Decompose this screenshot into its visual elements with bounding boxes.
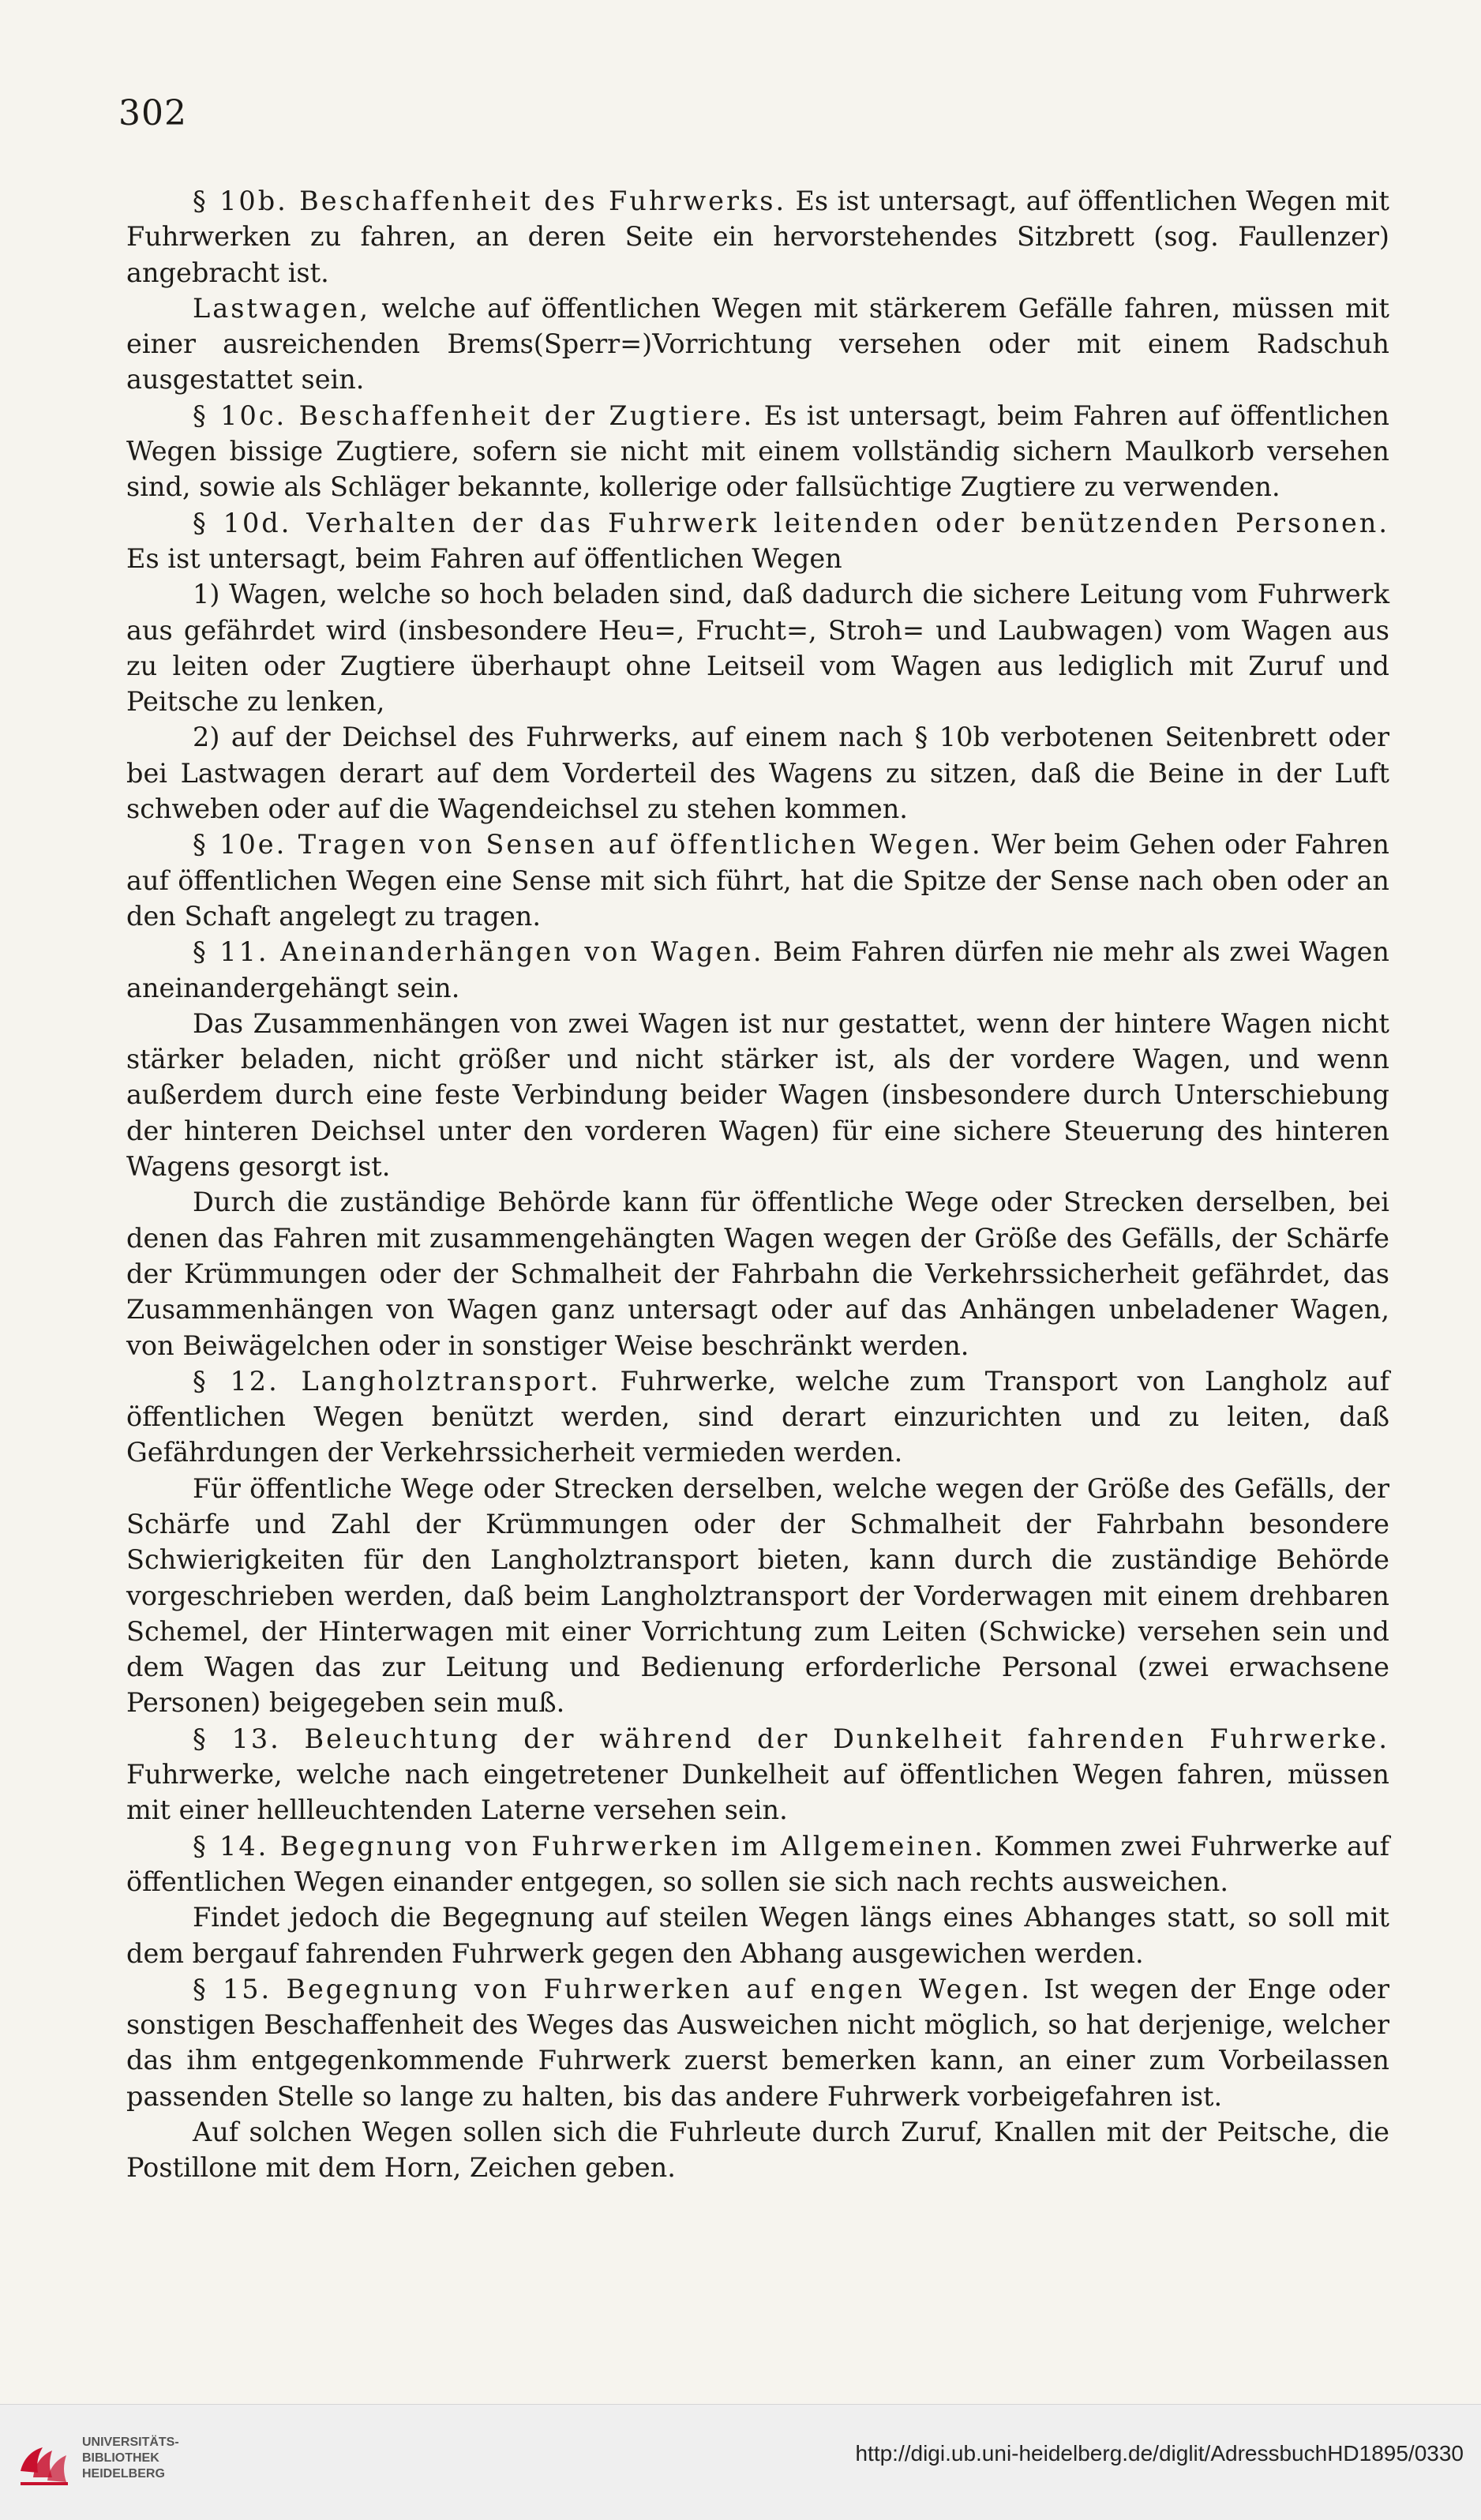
paragraph-text: Wer beim Gehen oder Fahren auf öffentlichen Wegen eine Sense mit sich führt, hat die Spitze der Sense nach oben oder an den Schaft angelegt zu tragen. bbox=[126, 829, 1389, 932]
paragraph bbox=[126, 1363, 1389, 1471]
paragraph bbox=[126, 1971, 1389, 2114]
paragraph bbox=[126, 1006, 1389, 1184]
section-heading: Lastwagen, bbox=[193, 292, 371, 324]
source-url-link[interactable]: http://digi.ub.uni-heidelberg.de/diglit/AdressbuchHD1895/0330 bbox=[855, 2441, 1464, 2466]
viewer-footer bbox=[0, 2404, 1481, 2520]
paragraph-text: Es ist untersagt, beim Fahren auf öffentlichen Wegen bissige Zugtiere, sofern sie nicht mit einem vollständig sichern Maulkorb versehen sind, sowie als Schläger bekannte, kollerige oder fallsüchtige Zugtiere zu verwenden. bbox=[126, 399, 1389, 503]
paragraph-text: Durch die zuständige Behörde kann für öffentliche Wege oder Strecken derselben, bei denen das Fahren mit zusammengehängten Wagen wegen der Größe des Gefälls, der Schärfe der Krümmungen oder der Schmalheit der Fahrbahn die Verkehrssicherheit gefährdet, das Zusammenhängen von Wagen ganz untersagt oder auf das Anhängen unbeladener Wagen, von Beiwägelchen oder in sonstiger Weise beschränkt werden. bbox=[126, 1187, 1389, 1361]
paragraph-text: 1) Wagen, welche so hoch beladen sind, daß dadurch die sichere Leitung vom Fuhrwerk aus gefährdet wird (insbesondere Heu=, Frucht=, Stroh= und Laubwagen) vom Wagen aus zu leiten oder Zugtiere überhaupt ohne Leitseil vom Wagen aus lediglich mit Zuruf und Peitsche zu lenken, bbox=[126, 579, 1389, 718]
logo-line: UNIVERSITÄTS- bbox=[82, 2436, 179, 2449]
paragraph-text: Ist wegen der Enge oder sonstigen Beschaffenheit des Weges das Ausweichen nicht möglich, so hat derjenige, welcher das ihm entgegenkommende Fuhrwerk zuerst bemerken kann, an einer zum Vorbeilassen passenden Stelle so lange zu halten, bis das andere Fuhrwerk vorbeigefahren ist. bbox=[126, 1973, 1389, 2112]
paragraph bbox=[126, 291, 1389, 398]
section-heading: § 10c. Beschaffenheit der Zugtiere. bbox=[193, 399, 755, 431]
paragraph bbox=[126, 827, 1389, 934]
section-heading: § 10b. Beschaffenheit des Fuhrwerks. bbox=[193, 186, 787, 216]
paragraph bbox=[126, 934, 1389, 1006]
library-logo-text bbox=[82, 2435, 179, 2482]
paragraph bbox=[126, 505, 1389, 577]
paragraph bbox=[126, 1721, 1389, 1828]
paragraph-text: Es ist untersagt, auf öffentlichen Wegen mit Fuhrwerken zu fahren, an deren Seite ein hervorstehendes Sitzbrett (sog. Faullenzer) angebracht ist. bbox=[126, 186, 1389, 288]
section-heading: § 15. Begegnung von Fuhrwerken auf engen Wegen. bbox=[193, 1973, 1032, 2004]
paragraph bbox=[126, 398, 1389, 505]
page-number: 302 bbox=[118, 93, 187, 133]
paragraph bbox=[126, 719, 1389, 827]
document-body bbox=[126, 183, 1389, 2186]
section-heading: § 10e. Tragen von Sensen auf öffentlichen Wegen. bbox=[193, 829, 983, 861]
section-heading: § 14. Begegnung von Fuhrwerken im Allgemeinen. bbox=[193, 1830, 985, 1862]
section-heading: § 10d. Verhalten der das Fuhrwerk leitenden oder benützenden Personen. bbox=[193, 507, 1389, 538]
paragraph-text: Auf solchen Wegen sollen sich die Fuhrleute durch Zuruf, Knallen mit der Peitsche, die Postillone mit dem Horn, Zeichen geben. bbox=[126, 2117, 1389, 2184]
paragraph-text: Für öffentliche Wege oder Strecken derselben, welche wegen der Größe des Gefälls, der Schärfe und Zahl der Krümmungen oder der Schmalheit der Fahrbahn besondere Schwierigkeiten für den Langholztransport bieten, kann durch die zuständige Behörde vorgeschrieben werden, daß beim Langholztransport der Vorderwagen mit einem drehbaren Schemel, der Hinterwagen mit einer Vorrichtung zum Leiten (Schwicke) versehen sein und dem Wagen das zur Leitung und Bedienung erforderliche Personal (zwei erwachsene Personen) beigegeben sein muß. bbox=[126, 1472, 1389, 1719]
logo-line: BIBLIOTHEK bbox=[82, 2451, 159, 2465]
paragraph-text: Beim Fahren dürfen nie mehr als zwei Wagen aneinandergehängt sein. bbox=[126, 936, 1389, 1003]
paragraph bbox=[126, 1899, 1389, 1971]
paragraph-text: Kommen zwei Fuhrwerke auf öffentlichen Wegen einander entgegen, so sollen sie sich nach rechts ausweichen. bbox=[126, 1830, 1389, 1897]
paragraph bbox=[126, 576, 1389, 719]
paragraph-text: Fuhrwerke, welche zum Transport von Langholz auf öffentlichen Wegen benützt werden, sind derart einzurichten und zu leiten, daß Gefährdungen der Verkehrssicherheit vermieden werden. bbox=[126, 1365, 1389, 1468]
paragraph-text: 2) auf der Deichsel des Fuhrwerks, auf einem nach § 10b verbotenen Seitenbrett oder bei Lastwagen derart auf dem Vorderteil des Wagens zu sitzen, daß die Beine in der Luft schweben oder auf die Wagendeichsel zu stehen kommen. bbox=[126, 722, 1389, 825]
paragraph-text: Findet jedoch die Begegnung auf steilen Wegen längs eines Abhanges statt, so soll mit dem bergauf fahrenden Fuhrwerk gegen den Abhang ausgewichen werden. bbox=[126, 1902, 1389, 1969]
paragraph bbox=[126, 183, 1389, 291]
section-heading: § 13. Beleuchtung der während der Dunkelheit fahrenden Fuhrwerke. bbox=[193, 1723, 1389, 1754]
logo-line: HEIDELBERG bbox=[82, 2467, 165, 2481]
paragraph-text: Fuhrwerke, welche nach eingetretener Dunkelheit auf öffentlichen Wegen fahren, müssen mit einer hellleuchtenden Laterne versehen sein. bbox=[126, 1759, 1389, 1826]
paragraph-text: Es ist untersagt, beim Fahren auf öffentlichen Wegen bbox=[126, 542, 842, 574]
section-heading: § 12. Langholztransport. bbox=[193, 1365, 601, 1397]
section-heading: § 11. Aneinanderhängen von Wagen. bbox=[193, 936, 764, 968]
university-seal-icon[interactable] bbox=[16, 2432, 74, 2490]
paragraph-text: Das Zusammenhängen von zwei Wagen ist nur gestattet, wenn der hintere Wagen nicht stärker beladen, nicht größer und nicht stärker ist, als der vordere Wagen, und wenn außerdem durch eine feste Verbindung beider Wagen (insbesondere durch Unterschiebung der hinteren Deichsel unter den vorderen Wagen) für eine sichere Steuerung des hinteren Wagens gesorgt ist. bbox=[126, 1007, 1389, 1183]
paragraph bbox=[126, 1828, 1389, 1900]
paragraph-text: welche auf öffentlichen Wegen mit stärkerem Gefälle fahren, müssen mit einer ausreichenden Brems(Sperr=)Vorrichtung versehen oder mit einem Radschuh ausgestattet sein. bbox=[126, 292, 1389, 396]
paragraph bbox=[126, 2114, 1389, 2186]
paragraph bbox=[126, 1184, 1389, 1363]
paragraph bbox=[126, 1471, 1389, 1721]
